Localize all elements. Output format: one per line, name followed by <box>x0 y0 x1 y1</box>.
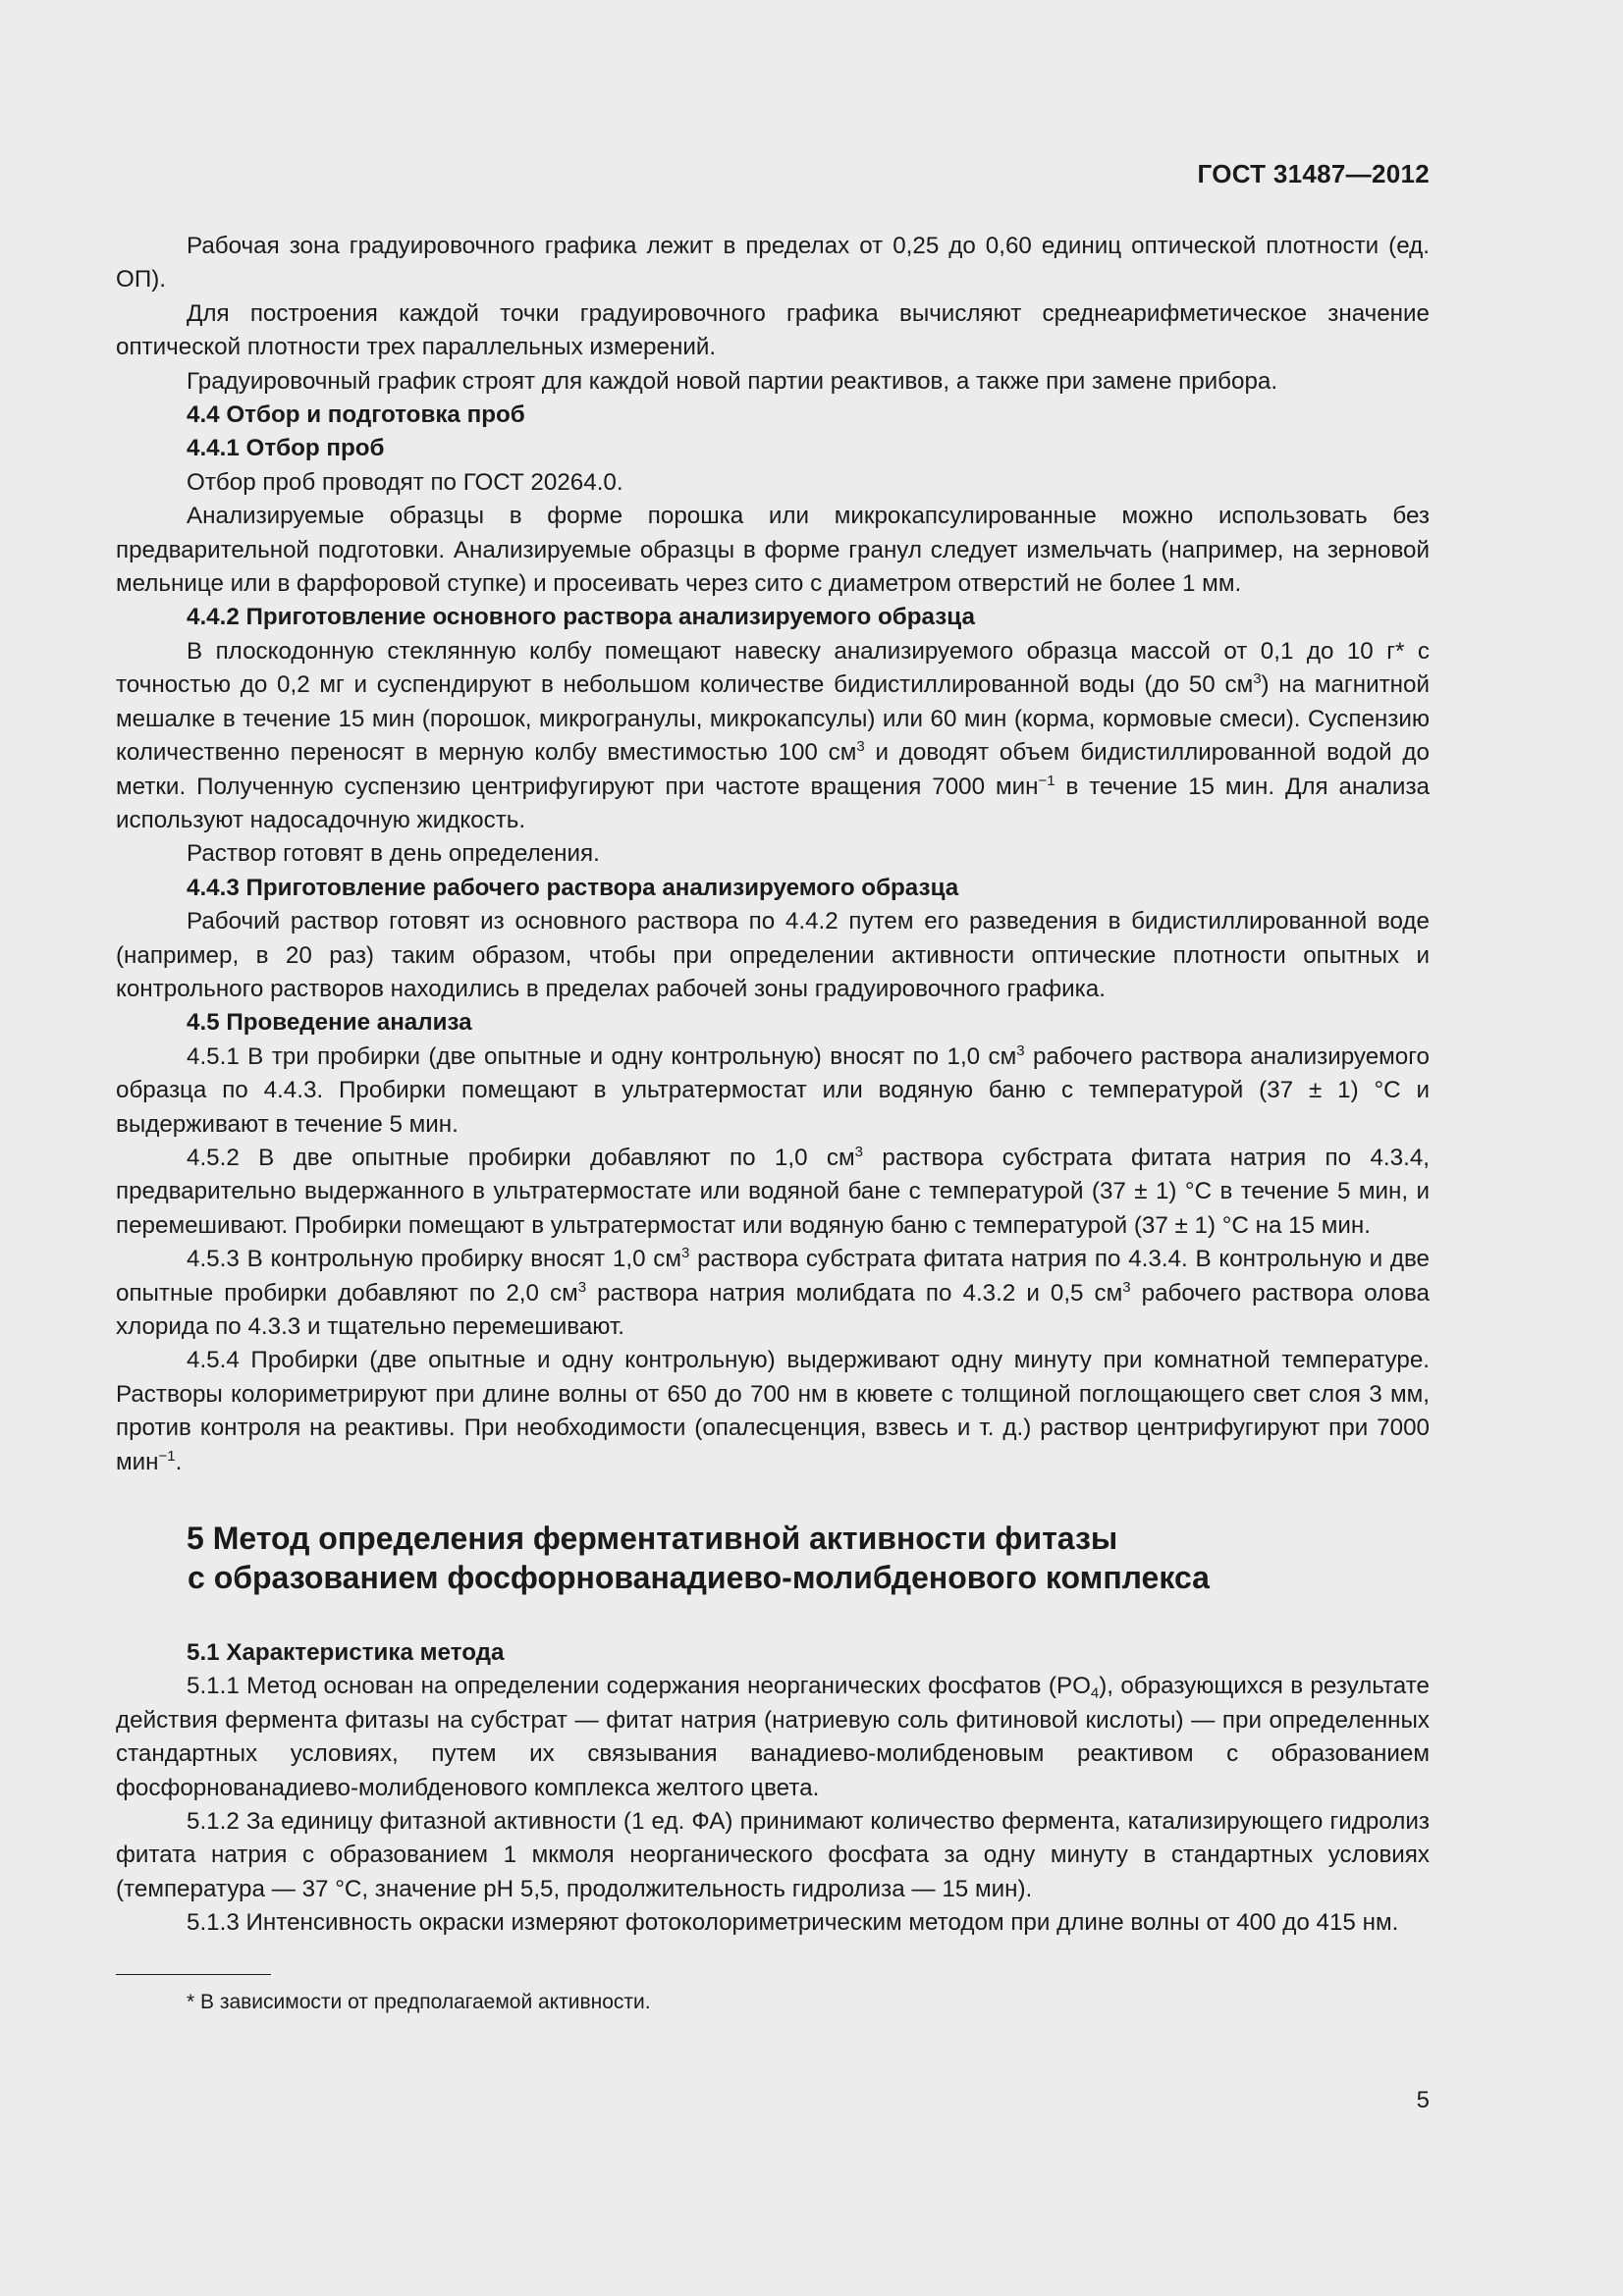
paragraph: Градуировочный график строят для каждой новой партии реактивов, а также при замене прибора. <box>187 367 1278 395</box>
paragraph: Для построения каждой точки градуировочного графика вычисляют среднеарифметическое значение оптической плотности трех параллельных измерений. <box>116 299 1430 361</box>
subsection-heading-5-1: 5.1 Характеристика метода <box>187 1639 505 1667</box>
document-body <box>116 230 1430 2016</box>
subsection-heading-4-4-2: 4.4.2 Приготовление основного раствора анализируемого образца <box>187 604 975 631</box>
document-code-header: ГОСТ 31487—2012 <box>1197 159 1430 188</box>
paragraph: 4.5.1 В три пробирки (две опытные и одну контрольную) вносят по 1,0 $см^3$ рабочего раствора анализируемого образца по 4.4.3. Пробирки помещают в ультратермостат или водяную баню с температурой (37 ± 1) °С и выдерживают в течение 5 мин. <box>116 1041 1430 1138</box>
paragraph: 4.5.4 Пробирки (две опытные и одну контрольную) выдерживают одну минуту при комнатной температуре. Растворы колориметрируют при длине волны от 650 до 700 нм в кювете с толщиной поглощающего свет слоя 3 мм, против контроля на реактивы. При необходимости (опалесценция, взвесь и т. д.) раствор центрифугируют при 7000 мин$^{-1}$. <box>116 1347 1430 1475</box>
paragraph: Рабочая зона градуировочного графика лежит в пределах от 0,25 до 0,60 единиц оптической плотности (ед. ОП). <box>116 233 1430 294</box>
paragraph: Анализируемые образцы в форме порошка или микрокапсулированные можно использовать без предварительной подготовки. Анализируемые образцы в форме гранул следует измельчать (например, на зерновой мельнице или в фарфоровой ступке) и просеивать через сито с диаметром отверстий не более 1 мм. <box>116 503 1430 598</box>
paragraph: 5.1.2 За единицу фитазной активности (1 ед. ФА) принимают количество фермента, катализирующего гидролиз фитата натрия с образованием 1 мкмоля неорганического фосфата за одну минуту в стандартных условиях (температура — 37 °С, значение рН 5,5, продолжительность гидролиза — 15 мин). <box>116 1808 1430 1902</box>
subsection-heading-4-4: 4.4 Отбор и подготовка проб <box>187 401 525 429</box>
subsection-heading-4-4-1: 4.4.1 Отбор проб <box>187 435 385 462</box>
paragraph: 4.5.2 В две опытные пробирки добавляют по 1,0 $см^3$ раствора субстрата фитата натрия по 4.3.4, предварительно выдержанного в ультратермостате или водяной бане с температурой (37 ± 1) °С в течение 5 мин, и перемешивают. Пробирки помещают в ультратермостат или водяную баню с температурой (37 ± 1) °С на 15 мин. <box>116 1143 1430 1239</box>
footnote: * В зависимости от предполагаемой активности. <box>187 1990 651 2013</box>
paragraph: В плоскодонную стеклянную колбу помещают навеску анализируемого образца массой от 0,1 до 10 г* с точностью до 0,2 мг и суспендируют в небольшом количестве бидистиллированной воды (до 50 $см^3$) на магнитной мешалке в течение 15 мин (порошок, микрогранулы, микрокапсулы) или 60 мин (корма, кормовые смеси). Суспензию количественно переносят в мерную колбу вместимостью 100 $см^3$ и доводят объем бидистиллированной водой до метки. Полученную суспензию центрифугируют при частоте вращения 7000 мин$^{-1}$ в течение 15 мин. Для анализа используют надосадочную жидкость. <box>116 637 1431 833</box>
paragraph: Раствор готовят в день определения. <box>187 840 600 868</box>
paragraph: 4.5.3 В контрольную пробирку вносят 1,0 $см^3$ раствора субстрата фитата натрия по 4.3.4. В контрольную и две опытные пробирки добавляют по 2,0 $см^3$ раствора натрия молибдата по 4.3.2 и 0,5 $см^3$ рабочего раствора олова хлорида по 4.3.3 и тщательно перемешивают. <box>116 1245 1431 1340</box>
subsection-heading-4-4-3: 4.4.3 Приготовление рабочего раствора анализируемого образца <box>187 874 959 901</box>
paragraph: Отбор проб проводят по ГОСТ 20264.0. <box>187 468 623 496</box>
subsection-heading-4-5: 4.5 Проведение анализа <box>187 1009 472 1037</box>
paragraph: 5.1.3 Интенсивность окраски измеряют фотоколориметрическим методом при длине волны от 400 до 415 нм. <box>187 1909 1399 1937</box>
footnote-divider <box>116 1974 271 1975</box>
page-number: 5 <box>1416 2087 1430 2113</box>
paragraph: 5.1.1 Метод основан на определении содержания неорганических фосфатов $(PO_4)$, образующихся в результате действия фермента фитазы на субстрат — фитат натрия (натриевую соль фитиновой кислоты) — при определенных стандартных условиях, путем их связывания ванадиево-молибденовым реактивом с образованием фосфорнованадиево-молибденового комплекса желтого цвета. <box>116 1673 1430 1801</box>
section-heading-5: 5 Метод определения ферментативной активности фитазы с образованием фосфорнованадиево-молибденового комплекса <box>187 1521 1210 1596</box>
paragraph: Рабочий раствор готовят из основного раствора по 4.4.2 путем его разведения в бидистиллированной воде (например, в 20 раз) таким образом, чтобы при определении активности оптические плотности опытных и контрольного растворов находились в пределах рабочей зоны градуировочного графика. <box>116 908 1430 1002</box>
